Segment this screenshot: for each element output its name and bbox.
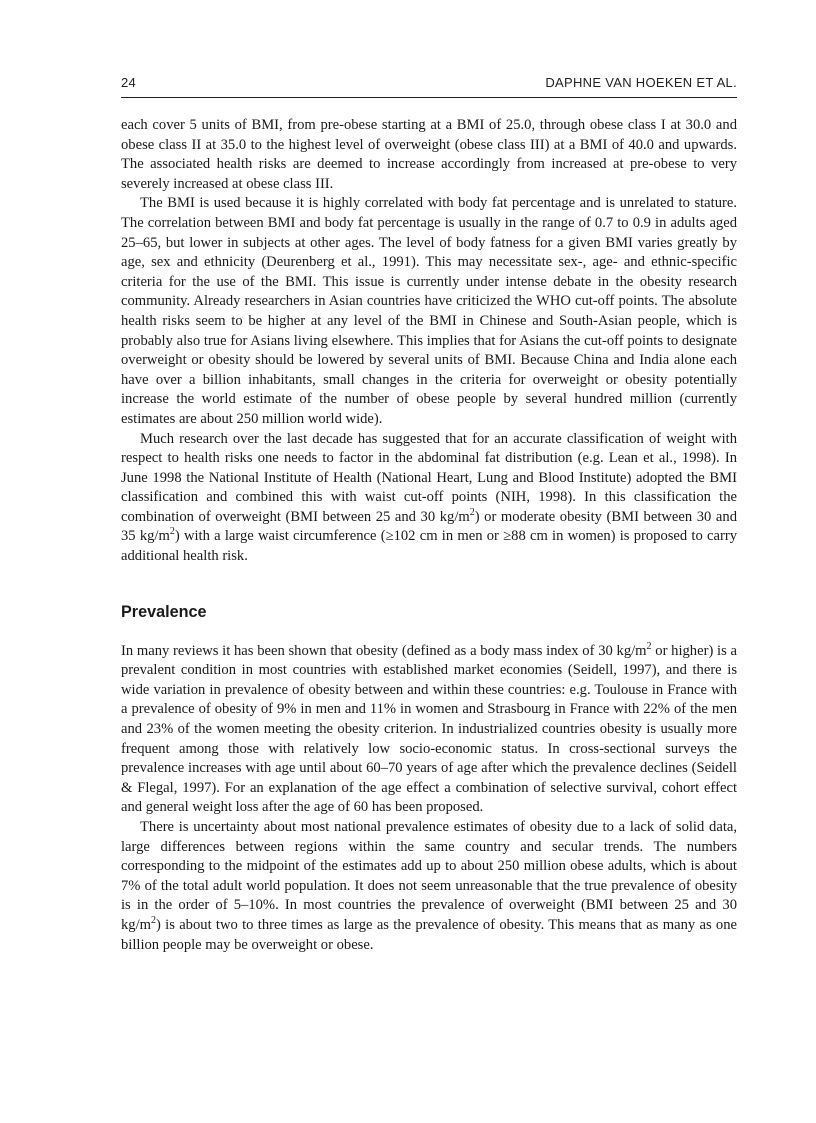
section-spacer xyxy=(121,622,737,642)
running-title: DAPHNE VAN HOEKEN ET AL. xyxy=(545,75,737,90)
section-heading: Prevalence xyxy=(121,602,207,621)
text-segment: Much research over the last decade has suggested that for an accurate classification of weight with respect to health risks one needs to factor in the abdominal fat distribution (e.g. Lean et al., 1998). In June 1998 the National Institute of Health (National Heart, Lung and Blood Institute) adopted the BMI classification and combined this with waist cut-off points (NIH, 1998). In this classification the combination of overweight (BMI between 25 and 30 kg/m xyxy=(121,430,737,525)
superscript: 2 xyxy=(646,640,652,652)
superscript: 2 xyxy=(169,526,175,538)
paragraph-uncertainty xyxy=(121,818,737,955)
text-segment: ) with a large waist circumference (≥102 cm in men or ≥88 cm in women) is proposed to carry additional health risk. xyxy=(121,528,737,565)
text-segment: There is uncertainty about most national prevalence estimates of obesity due to a lack of solid data, large differences between regions within the same country and secular trends. The numbers corresponding to the midpoint of the estimates add up to about 250 million obese adults, which is about 7% of the total adult world population. It does not seem unreasonable that the true prevalence of obesity is in the order of 5–10%. In most countries the prevalence of overweight (BMI between 25 and 30 kg/m xyxy=(121,819,737,933)
running-header xyxy=(121,75,737,95)
text-segment: ) or moderate obesity (BMI between 30 and 35 kg/m xyxy=(121,508,737,545)
paragraph-prevalence xyxy=(121,642,737,818)
text-segment: or higher) is a prevalent condition in most countries with established market economies (Seidell, 1997), and there is wide variation in prevalence of obesity between and within these countries: e.g. Toulouse in France with a prevalence of obesity of 9% in men and 11% in women and Strasbourg in France with 22% of the men and 23% of the women meeting the obesity criterion. In industrialized countries obesity is usually more frequent among those with relatively low socio-economic status. In cross-sectional surveys the prevalence increases with age until about 60–70 years of age after which the prevalence declines (Seidell & Flegal, 1997). For an explanation of the age effect a combination of selective survival, cohort effect and general weight loss after the age of 60 has been proposed. xyxy=(121,642,737,816)
paragraph-fat-distribution xyxy=(121,430,737,567)
text-segment: ) is about two to three times as large as the prevalence of obesity. This means that as many as one billion people may be overweight or obese. xyxy=(121,916,737,953)
header-rule xyxy=(121,97,737,98)
section-spacer xyxy=(121,567,737,602)
superscript: 2 xyxy=(469,507,475,519)
superscript: 2 xyxy=(151,915,156,927)
body-text xyxy=(121,116,737,955)
page-number: 24 xyxy=(121,75,137,90)
paragraph-bmi-classes: each cover 5 units of BMI, from pre-obese starting at a BMI of 25.0, through obese class I at 30.0 and obese class II at 35.0 to the highest level of overweight (obese class III) at a BMI of 40.0 and upwards. The associated health risks are deemed to increase accordingly from increased at pre-obese to very severely increased at obese class III. xyxy=(121,117,737,192)
text-segment: In many reviews it has been shown that obesity (defined as a body mass index of 30 kg/m xyxy=(121,642,647,659)
paragraph-bmi-correlation: The BMI is used because it is highly correlated with body fat percentage and is unrelated to stature. The correlation between BMI and body fat percentage is usually in the range of 0.7 to 0.9 in adults aged 25–65, but lower in subjects at other ages. The level of body fatness for a given BMI varies greatly by age, sex and ethnicity (Deurenberg et al., 1991). This may necessitate sex-, age- and ethnic-specific criteria for the use of the BMI. This issue is currently under intense debate in the obesity research community. Already researchers in Asian countries have criticized the WHO cut-off points. The absolute health risks seem to be higher at any level of the BMI in Chinese and South-Asian people, which is probably also true for Asians living elsewhere. This implies that for Asians the cut-off points to designate overweight or obesity should be lowered by several units of BMI. Because China and India alone each have over a billion inhabitants, small changes in the criteria for overweight or obesity potentially increase the world estimate of the number of obese people by several hundred million (currently estimates are about 250 million world wide). xyxy=(121,195,737,427)
